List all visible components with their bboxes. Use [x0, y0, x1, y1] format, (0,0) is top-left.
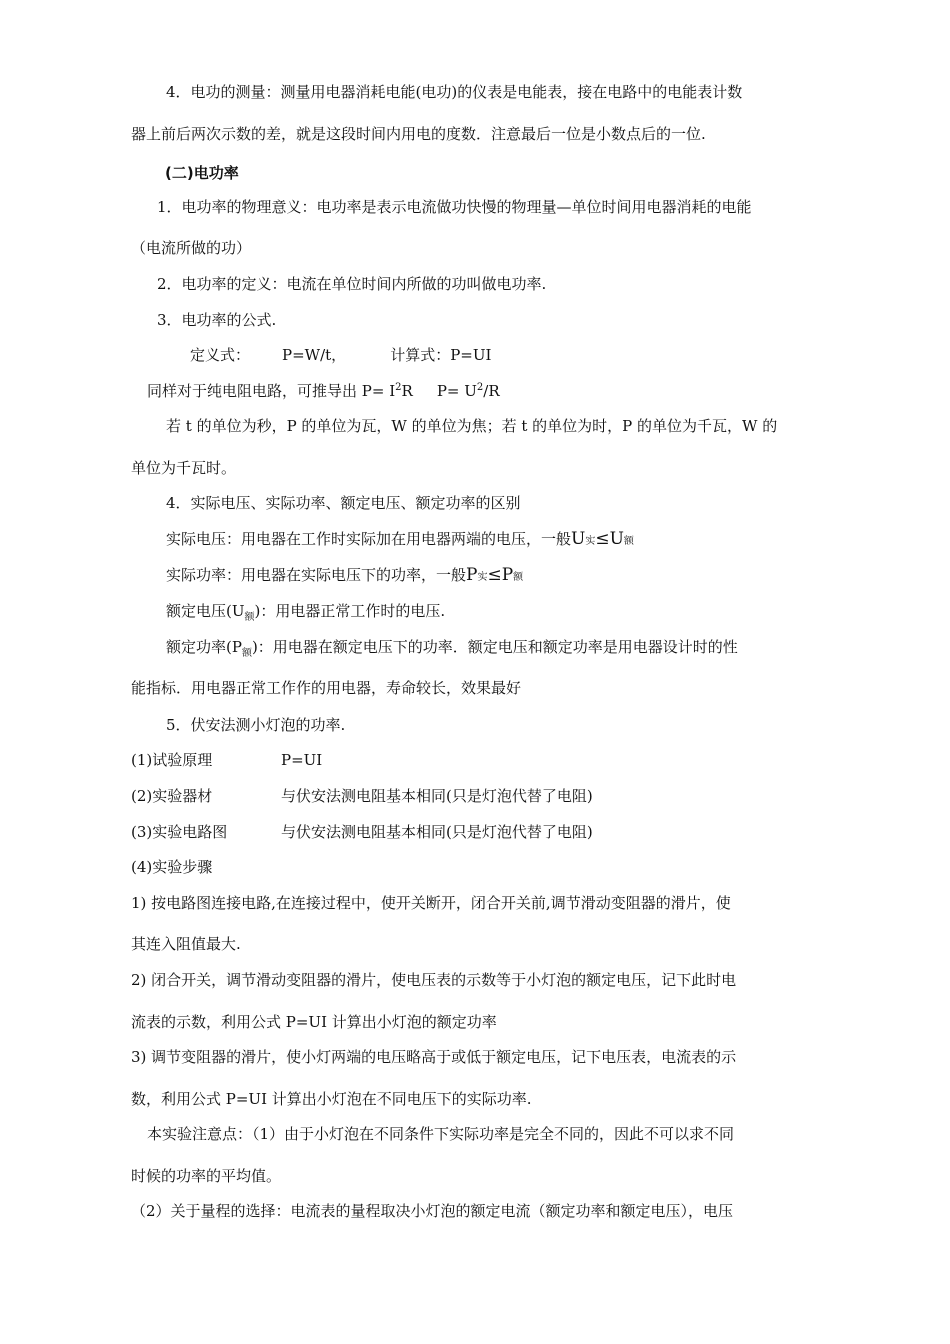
- experiment-equipment-row: (2)实验器材 与伏安法测电阻基本相同(只是灯泡代替了电阻): [131, 787, 593, 805]
- measurement-line-1: 4．电功的测量：测量用电器消耗电能(电功)的仪表是电能表，接在电路中的电能表计数: [166, 83, 743, 101]
- step-2-line-1: 2) 闭合开关，调节滑动变阻器的滑片，使电压表的示数等于小灯泡的额定电压，记下此时电: [131, 971, 737, 989]
- definition-label: 定义式：: [190, 346, 251, 364]
- experiment-circuit-row: (3)实验电路图 与伏安法测电阻基本相同(只是灯泡代替了电阻): [131, 823, 593, 841]
- units-line-1: 若 t 的单位为秒，P 的单位为瓦，W 的单位为焦；若 t 的单位为时，P 的单位为千瓦，W 的: [166, 417, 778, 435]
- experiment-principle-row: (1)试验原理 P=UI: [131, 751, 323, 769]
- pure-resistance-row: [147, 381, 500, 401]
- calculation-formula: P=UI: [450, 346, 492, 364]
- actual-voltage-row: 实际电压：用电器在工作时实际加在用电器两端的电压，一般U实≤U额: [166, 529, 634, 549]
- power-definition: 2．电功率的定义：电流在单位时间内所做的功叫做电功率.: [157, 275, 547, 293]
- power-meaning-line-1: 1．电功率的物理意义：电功率是表示电流做功快慢的物理量—单位时间用电器消耗的电能: [157, 198, 752, 216]
- actual-power-row: 实际功率：用电器在实际电压下的功率，一般P实≤P额: [166, 565, 524, 585]
- power-formula-heading: 3．电功率的公式.: [157, 311, 277, 329]
- pure-resistance-text: 同样对于纯电阻电路，可推导出: [147, 382, 358, 400]
- distinction-heading: 4．实际电压、实际功率、额定电压、额定功率的区别: [166, 494, 521, 512]
- step-1-line-1: 1) 按电路图连接电路,在连接过程中，使开关断开，闭合开关前,调节滑动变阻器的滑片，使: [131, 894, 731, 912]
- note-2-line-1: （2）关于量程的选择：电流表的量程取决小灯泡的额定电流（额定功率和额定电压），电压: [131, 1202, 734, 1220]
- step-2-line-2: 流表的示数，利用公式 P=UI 计算出小灯泡的额定功率: [131, 1013, 497, 1031]
- formula-row: [190, 345, 491, 365]
- rated-power-row-2: 能指标．用电器正常工作作的用电器，寿命较长，效果最好: [131, 679, 522, 697]
- calculation-label: 计算式：: [390, 346, 451, 364]
- formula-u2r: $P= U^2/R$: [436, 382, 500, 400]
- formula-i2r: $P= I^2R$: [361, 382, 413, 400]
- definition-formula: P=W/t，: [282, 346, 347, 364]
- step-3-line-1: 3) 调节变阻器的滑片，使小灯两端的电压略高于或低于额定电压，记下电压表，电流表的示: [131, 1048, 737, 1066]
- note-1-line-2: 时候的功率的平均值。: [131, 1167, 282, 1185]
- experiment-steps-heading: (4)实验步骤: [131, 858, 213, 876]
- note-1-line-1: 本实验注意点：（1）由于小灯泡在不同条件下实际功率是完全不同的，因此不可以求不同: [147, 1125, 735, 1143]
- step-3-line-2: 数，利用公式 P=UI 计算出小灯泡在不同电压下的实际功率.: [131, 1090, 532, 1108]
- units-line-2: 单位为千瓦时。: [131, 459, 237, 477]
- power-meaning-line-2: （电流所做的功）: [131, 239, 252, 257]
- measurement-line-2: 器上前后两次示数的差，就是这段时间内用电的度数．注意最后一位是小数点后的一位.: [131, 125, 706, 143]
- rated-power-row-1: 额定功率$(P_额)$：用电器在额定电压下的功率．额定电压和额定功率是用电器设计时的性: [166, 638, 738, 659]
- section-heading-electric-power: (二)电功率: [165, 164, 239, 182]
- step-1-line-2: 其连入阻值最大.: [131, 935, 241, 953]
- voltammetry-heading: 5．伏安法测小灯泡的功率.: [166, 716, 346, 734]
- rated-voltage-row: 额定电压$(U_额)$：用电器正常工作时的电压.: [166, 602, 446, 623]
